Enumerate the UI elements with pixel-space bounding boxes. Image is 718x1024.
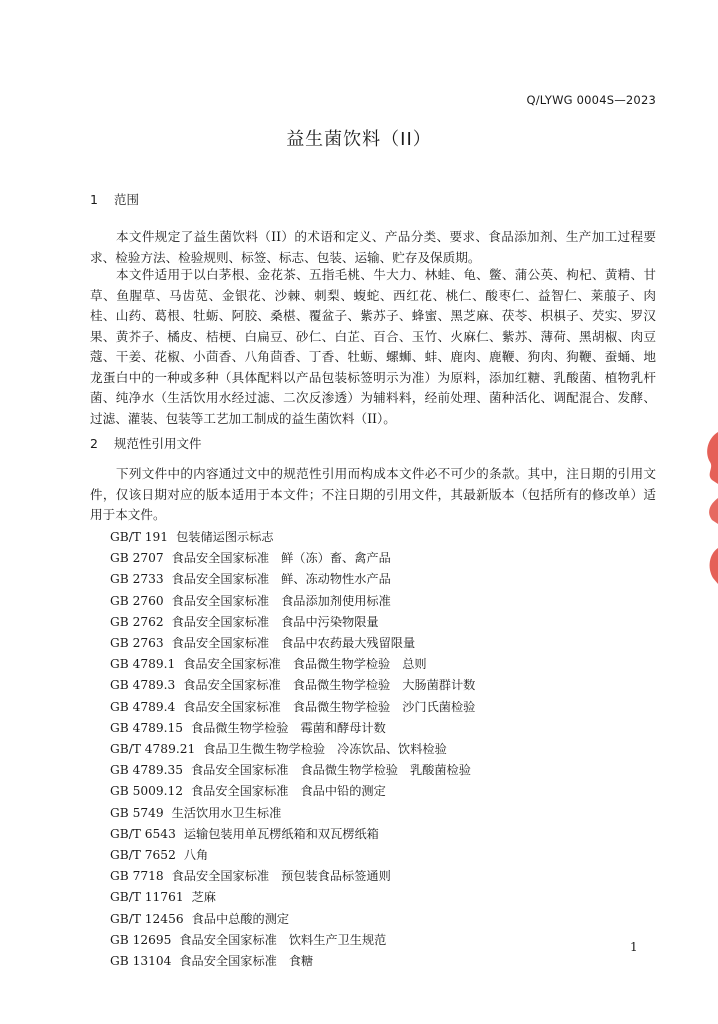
section-title: 规范性引用文件 <box>113 436 202 451</box>
reference-item: GB 12695 食品安全国家标准 饮料生产卫生规范 <box>110 932 387 947</box>
section-heading-references <box>90 434 202 452</box>
document-title: 益生菌饮料（II） <box>286 129 432 150</box>
reference-item: GB 4789.4 食品安全国家标准 食品微生物学检验 沙门氏菌检验 <box>110 699 476 714</box>
scope-paragraph-2: 本文件适用于以白茅根、金花茶、五指毛桃、牛大力、林蛙、龟、鳖、蒲公英、枸杞、黄精、甘草、鱼腥草、马齿苋、金银花、沙棘、刺梨、蝮蛇、西红花、桃仁、酸枣仁、益智仁、莱菔子、肉桂、山药、葛根、牡蛎、阿胶、桑椹、覆盆子、紫苏子、蜂蜜、黑芝麻、茯苓、枳椇子、芡实、罗汉果、黄芥子、橘皮、桔梗、白扁豆、砂仁、白芷、百合、玉竹、火麻仁、紫苏、薄荷、黑胡椒、肉豆蔻、干姜、花椒、小茴香、八角茴香、丁香、牡蛎、螺蛳、蚌、鹿肉、鹿鞭、狗肉、狗鞭、蚕蛹、地龙蛋白中的一种或多种（具体配料以产品包装标签明示为准）为原料，添加红糖、乳酸菌、植物乳杆菌、纯净水（生活饮用水经过滤、二次反渗透）为辅料料，经前处理、菌种活化、调配混合、发酵、过滤、灌装、包装等工艺加工制成的益生菌饮料（II）。 <box>90 267 656 426</box>
references-intro: 下列文件中的内容通过文中的规范性引用而构成本文件必不可少的条款。其中，注日期的引用文件，仅该日期对应的版本适用于本文件；不注日期的引用文件，其最新版本（包括所有的修改单）适用于本文件。 <box>90 466 656 522</box>
reference-item: GB 4789.3 食品安全国家标准 食品微生物学检验 大肠菌群计数 <box>110 678 476 693</box>
reference-item: GB/T 7652 八角 <box>110 848 209 863</box>
reference-item: GB 4789.15 食品微生物学检验 霉菌和酵母计数 <box>110 720 386 735</box>
reference-item: GB/T 4789.21 食品卫生微生物学检验 冷冻饮品、饮料检验 <box>110 742 447 757</box>
reference-item: GB 4789.35 食品安全国家标准 食品微生物学检验 乳酸菌检验 <box>110 763 471 778</box>
reference-item: GB 5749 生活饮用水卫生标准 <box>110 805 282 820</box>
reference-item: GB 2733 食品安全国家标准 鲜、冻动物性水产品 <box>110 572 391 587</box>
reference-item: GB/T 191 包装储运图示标志 <box>110 530 274 544</box>
reference-item: GB 13104 食品安全国家标准 食糖 <box>110 954 314 969</box>
section-number: 1 <box>90 192 98 207</box>
reference-list <box>110 527 475 972</box>
reference-item: GB 2763 食品安全国家标准 食品中农药最大残留限量 <box>110 636 416 651</box>
scope-paragraph-1: 本文件规定了益生菌饮料（II）的术语和定义、产品分类、要求、食品添加剂、生产加工过程要求、检验方法、检验规则、标签、标志、包装、运输、贮存及保质期。 <box>90 229 656 265</box>
reference-item: GB/T 6543 运输包装用单瓦楞纸箱和双瓦楞纸箱 <box>110 826 379 841</box>
reference-item: GB 4789.1 食品安全国家标准 食品微生物学检验 总则 <box>110 657 427 672</box>
document-code: Q/LYWG 0004S—2023 <box>526 93 656 107</box>
section-heading-scope <box>90 190 139 208</box>
reference-item: GB/T 12456 食品中总酸的测定 <box>110 911 290 926</box>
section-title: 范围 <box>113 192 139 207</box>
reference-item: GB 7718 食品安全国家标准 预包装食品标签通则 <box>110 869 391 884</box>
reference-item: GB/T 11761 芝麻 <box>110 890 216 905</box>
reference-item: GB 2707 食品安全国家标准 鲜（冻）畜、禽产品 <box>110 551 391 566</box>
reference-item: GB 5009.12 食品安全国家标准 食品中铅的测定 <box>110 784 386 799</box>
section-number: 2 <box>90 436 98 451</box>
reference-item: GB 2762 食品安全国家标准 食品中污染物限量 <box>110 614 379 629</box>
reference-item: GB 2760 食品安全国家标准 食品添加剂使用标准 <box>110 593 391 608</box>
red-seal-stamp-edge <box>700 428 718 588</box>
page-number: 1 <box>630 940 638 954</box>
